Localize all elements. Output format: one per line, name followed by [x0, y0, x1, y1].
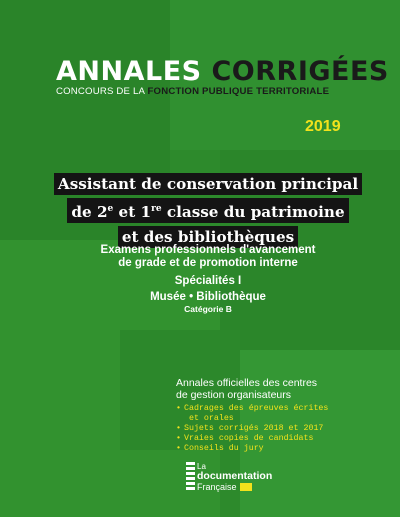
series-title: [56, 56, 389, 87]
publisher-la: La: [197, 462, 206, 471]
official-annales-block: [176, 377, 376, 454]
publisher-francaise-row: [197, 482, 272, 492]
specialites-heading: Spécialités I: [174, 275, 242, 287]
bullet-icon: •: [176, 404, 181, 413]
exam-type-line-1: Examens professionnels d'avancement: [100, 244, 316, 256]
series-title-corrigees: CORRIGÉES: [211, 56, 389, 87]
feature-item: [176, 424, 376, 434]
feature-text: Vraies copies de candidats: [184, 434, 314, 443]
bullet-icon: •: [176, 434, 181, 443]
edition-year: 2019: [305, 118, 341, 135]
title-line-2-part-a: de 2: [71, 203, 108, 222]
bullet-icon: •: [176, 424, 181, 433]
official-line-1: Annales officielles des centres: [176, 377, 318, 389]
specialites-list: Musée • Bibliothèque: [150, 291, 266, 303]
title-line-2-sup-1: e: [107, 204, 114, 214]
feature-text: Sujets corrigés 2018 et 2017: [184, 424, 324, 433]
series-title-annales: ANNALES: [56, 56, 212, 87]
exam-type-line-2: de grade et de promotion interne: [118, 257, 298, 269]
series-brand: [56, 56, 389, 97]
official-line-2: de gestion organisateurs: [176, 389, 291, 401]
feature-item: [176, 444, 376, 454]
title-line-2-part-c: classe du patrimoine: [161, 203, 345, 222]
title-line-2-sup-2: re: [151, 204, 162, 214]
book-title: [57, 173, 359, 251]
feature-item: [176, 434, 376, 444]
feature-item: [176, 404, 376, 424]
yellow-square-icon: [240, 483, 252, 491]
feature-text: Cadrages des épreuves écrites et orales: [184, 404, 329, 423]
series-subtitle-part1: CONCOURS DE LA: [56, 86, 148, 97]
publisher-name: [197, 462, 272, 492]
title-line-2: [67, 198, 348, 223]
series-subtitle: [56, 86, 356, 97]
categorie-label: Catégorie B: [184, 304, 232, 314]
feature-text: Conseils du jury: [184, 444, 264, 453]
publisher-francaise: Française: [197, 482, 237, 492]
stripes-icon: [186, 462, 195, 494]
publisher-documentation: documentation: [197, 470, 273, 482]
title-line-3: et des bibliothèques: [118, 226, 298, 248]
features-list: [176, 404, 376, 454]
bullet-icon: •: [176, 444, 181, 453]
series-subtitle-part2: FONCTION PUBLIQUE TERRITORIALE: [147, 86, 330, 97]
title-line-2-part-b: et 1: [113, 203, 152, 222]
title-line-1: Assistant de conservation principal: [54, 173, 362, 195]
exam-description: [60, 244, 356, 314]
